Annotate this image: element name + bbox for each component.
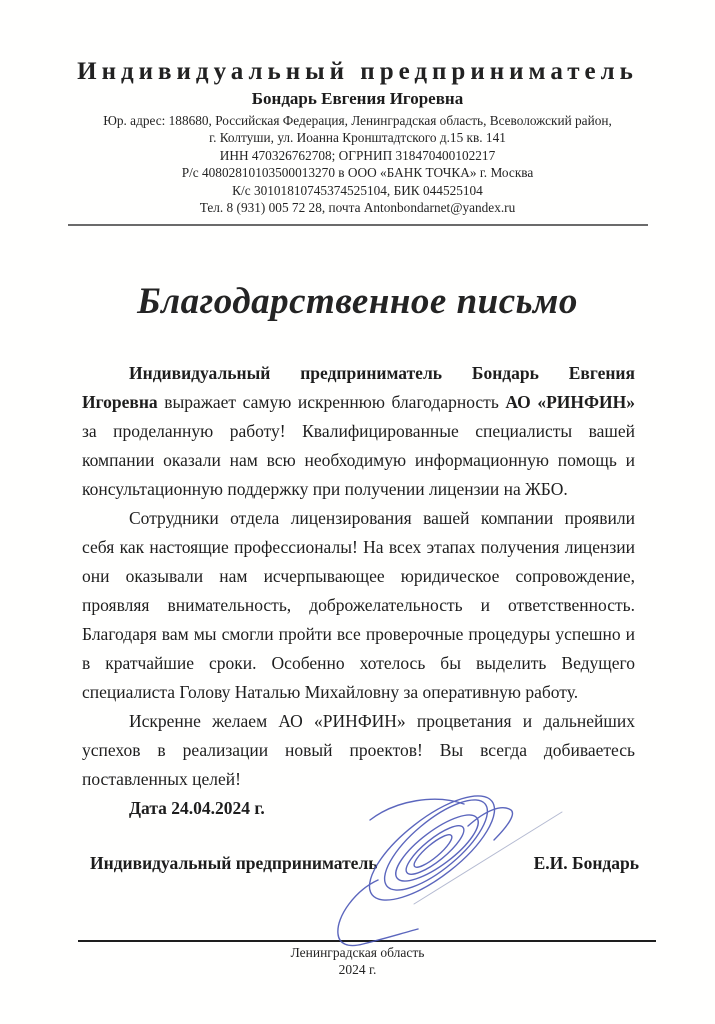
signature-left-label: Индивидуальный предприниматель xyxy=(90,853,378,873)
paragraph-1-run-2: за проделанную работу! Квалифицированные специалисты вашей компании оказали нам всю необходимую информационную помощь и консультационную поддержку при получении лицензии на ЖБО. xyxy=(82,421,635,500)
requisite-corr-account: К/с 30101810745374525104, БИК 044525104 xyxy=(232,182,483,198)
footer-divider xyxy=(78,940,656,942)
letterhead xyxy=(0,0,715,226)
paragraph-2: Сотрудники отдела лицензирования вашей компании проявили себя как настоящие профессионалы! На всех этапах получения лицензии они оказывали нам исчерпывающее юридическое сопровождение, проявляя внимательность, доброжелательность и ответственность. Благодаря вам мы смогли пройти все проверочные процедуры успешно и в кратчайшие сроки. Особенно хотелось бы выделить Ведущего специалиста Голову Наталью Михайловну за оперативную работу. xyxy=(82,508,635,703)
footer xyxy=(0,944,715,978)
date-line: Дата 24.04.2024 г. xyxy=(129,798,265,819)
letterhead-divider xyxy=(68,224,648,226)
letterhead-org-type: Индивидуальный предприниматель xyxy=(77,58,638,85)
requisite-settlement-account: Р/с 40802810103500013270 в ООО «БАНК ТОЧКА» г. Москва xyxy=(181,165,534,181)
document-title: Благодарственное письмо xyxy=(137,281,578,323)
requisite-street-address: г. Колтуши, ул. Иоанна Кронштадтского д.15 кв. 141 xyxy=(209,130,506,146)
requisite-inn-ogrnip: ИНН 470326762708; ОГРНИП 318470400102217 xyxy=(219,147,496,163)
footer-year: 2024 г. xyxy=(338,962,377,977)
paragraph-1-lead-bold: Индивидуальный предприниматель Бондарь Евгения Игоревна xyxy=(82,363,635,413)
requisite-phone-email: Тел. 8 (931) 005 72 28, почта Antonbondarnet@yandex.ru xyxy=(199,200,516,216)
paragraph-1-run-1: выражает самую искреннюю благодарность xyxy=(157,392,506,413)
signatory-name: Е.И. Бондарь xyxy=(533,853,639,873)
letterhead-requisites xyxy=(0,112,715,216)
paragraph-3: Искренне желаем АО «РИНФИН» процветания и дальнейших успехов в реализации новый проектов! Вы всегда добиваетесь поставленных целей! xyxy=(82,711,635,790)
letterhead-person-name: Бондарь Евгения Игоревна xyxy=(251,89,464,108)
footer-region: Ленинградская область xyxy=(290,945,425,960)
paragraph-1 xyxy=(82,359,635,504)
letter-body xyxy=(82,359,635,823)
paragraph-1-company-bold: АО «РИНФИН» xyxy=(505,392,635,413)
requisite-legal-address: Юр. адрес: 188680, Российская Федерация, Ленинградская область, Всеволожский район, xyxy=(103,113,612,128)
